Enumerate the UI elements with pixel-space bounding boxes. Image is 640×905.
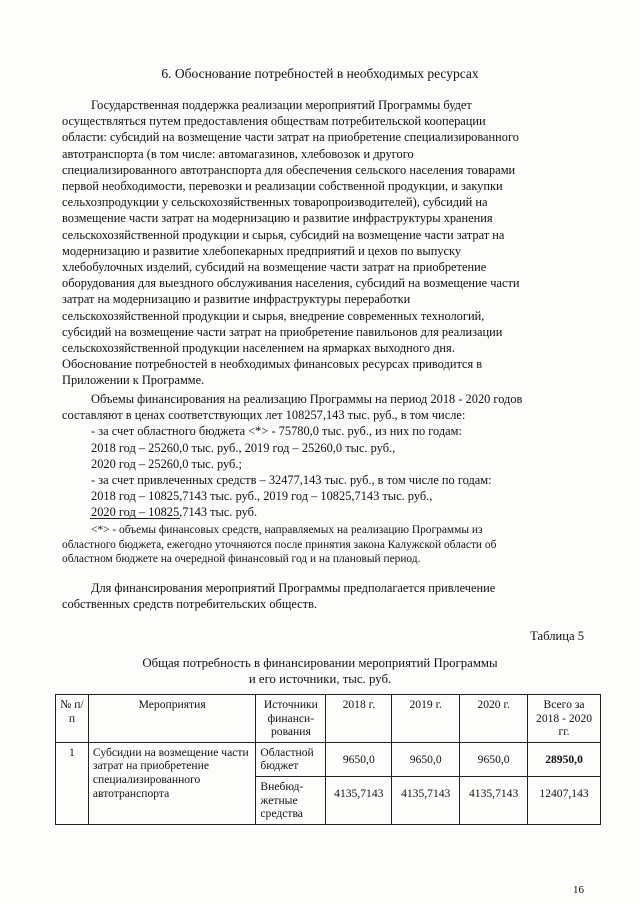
table-title (0, 655, 640, 687)
text-line: - за счет привлеченных средств – 32477,143 тыс. руб., в том числе по годам: (91, 473, 492, 488)
extrabudget-2019: 4135,7143 (392, 776, 460, 824)
row-activity: Субсидии на возмещение части затрат на приобретение специализированного автотранспорта (88, 742, 256, 824)
header-total: Всего за 2018 - 2020 гг. (528, 695, 601, 743)
text-line: автотранспорта (в том числе: автомагазинов, хлебовозок и другого (62, 146, 414, 161)
table-row (56, 742, 601, 776)
funding-paragraph (62, 391, 586, 521)
text-line: субсидий на возмещение части затрат на приобретение павильонов для реализации (62, 324, 503, 339)
header-sources: Источники финанси-рования (256, 695, 326, 743)
text-line: сельхозпродукции у сельскохозяйственных товаропроизводителей), субсидий на (62, 195, 488, 210)
intro-paragraph (62, 97, 586, 389)
text-line: 2020 год – 25260,0 тыс. руб.; (91, 456, 242, 471)
footnote (62, 523, 586, 567)
closing-paragraph (62, 580, 586, 612)
header-activity: Мероприятия (88, 695, 256, 743)
text-line: 2018 год – 25260,0 тыс. руб., 2019 год – 25260,0 тыс. руб., (91, 440, 396, 455)
text-line: затрат на модернизацию и развитие инфраструктуры переработки (62, 292, 411, 307)
text-line: сельскохозяйственной продукции населением на ярмарках выходного дня. (62, 341, 455, 356)
header-2018: 2018 г. (326, 695, 392, 743)
section-heading: 6. Обоснование потребностей в необходимых ресурсах (161, 66, 479, 81)
source-regional: Областной бюджет (256, 742, 326, 776)
text-line: собственных средств потребительских обществ. (62, 597, 318, 612)
text-line: области: субсидий на возмещение части затрат на приобретение специализированного (62, 130, 519, 145)
text-line: сельскохозяйственной продукции и сырья, внедрение современных технологий, (62, 308, 485, 323)
table-title-line: и его источники, тыс. руб. (248, 672, 392, 686)
text-line: 2020 год – 10825,7143 тыс. руб. (91, 505, 258, 520)
footnote-divider (90, 518, 180, 519)
header-2019: 2019 г. (392, 695, 460, 743)
text-line: Обоснование потребностей в необходимых финансовых ресурсах приводится в (62, 357, 483, 372)
extrabudget-2020: 4135,7143 (460, 776, 528, 824)
text-line: Объемы финансирования на реализацию Программы на период 2018 - 2020 годов (91, 392, 523, 406)
text-line: специализированного автотранспорта для обеспечения сельского населения товарами (62, 162, 516, 177)
text-line: - за счет областного бюджета <*> - 75780,0 тыс. руб., из них по годам: (91, 424, 462, 439)
header-num: № п/п (56, 695, 89, 743)
text-line: составляют в ценах соответствующих лет 108257,143 тыс. руб., в том числе: (62, 408, 466, 423)
text-line: Приложении к Программе. (62, 373, 205, 388)
text-line: <*> - объемы финансовых средств, направляемых на реализацию Программы из (91, 524, 483, 536)
extrabudget-total: 12407,143 (528, 776, 601, 824)
regional-2020: 9650,0 (460, 742, 528, 776)
text-line: хлебобулочных изделий, субсидий на возмещение части затрат на приобретение (62, 260, 487, 275)
row-num: 1 (56, 742, 89, 824)
extrabudget-2018: 4135,7143 (326, 776, 392, 824)
header-2020: 2020 г. (460, 695, 528, 743)
text-line: сельскохозяйственной продукции и сырья, субсидий на возмещение части затрат на (62, 227, 505, 242)
text-line: осуществляться путем предоставления обществам потребительской кооперации (62, 114, 486, 129)
text-line: Государственная поддержка реализации мероприятий Программы будет (91, 98, 472, 112)
regional-total: 28950,0 (528, 742, 601, 776)
regional-2019: 9650,0 (392, 742, 460, 776)
table-label: Таблица 5 (530, 629, 584, 643)
text-line: возмещение части затрат на модернизацию и развитие инфраструктуры хранения (62, 211, 493, 226)
page-number: 16 (573, 884, 584, 896)
funding-table (55, 694, 601, 825)
text-line: областного бюджета, ежегодно уточняются после принятия закона Калужской области об (62, 538, 497, 551)
table-title-line: Общая потребность в финансировании мероприятий Программы (142, 656, 498, 670)
text-line: модернизацию и развитие хлебопекарных предприятий и цехов по выпуску (62, 243, 462, 258)
source-extrabudget: Внебюд-жетные средства (256, 776, 326, 824)
text-line: Для финансирования мероприятий Программы предполагается привлечение (91, 581, 496, 595)
text-line: 2018 год – 10825,7143 тыс. руб., 2019 год – 10825,7143 тыс. руб., (91, 489, 433, 504)
text-line: первой необходимости, перевозки и реализации собственной продукции, и закупки (62, 179, 503, 194)
text-line: областном бюджете на очередной финансовый год и на плановый период. (62, 553, 421, 566)
text-line: оборудования для выездного обслуживания населения, субсидий на возмещение части (62, 276, 520, 291)
regional-2018: 9650,0 (326, 742, 392, 776)
table-header-row (56, 695, 601, 743)
